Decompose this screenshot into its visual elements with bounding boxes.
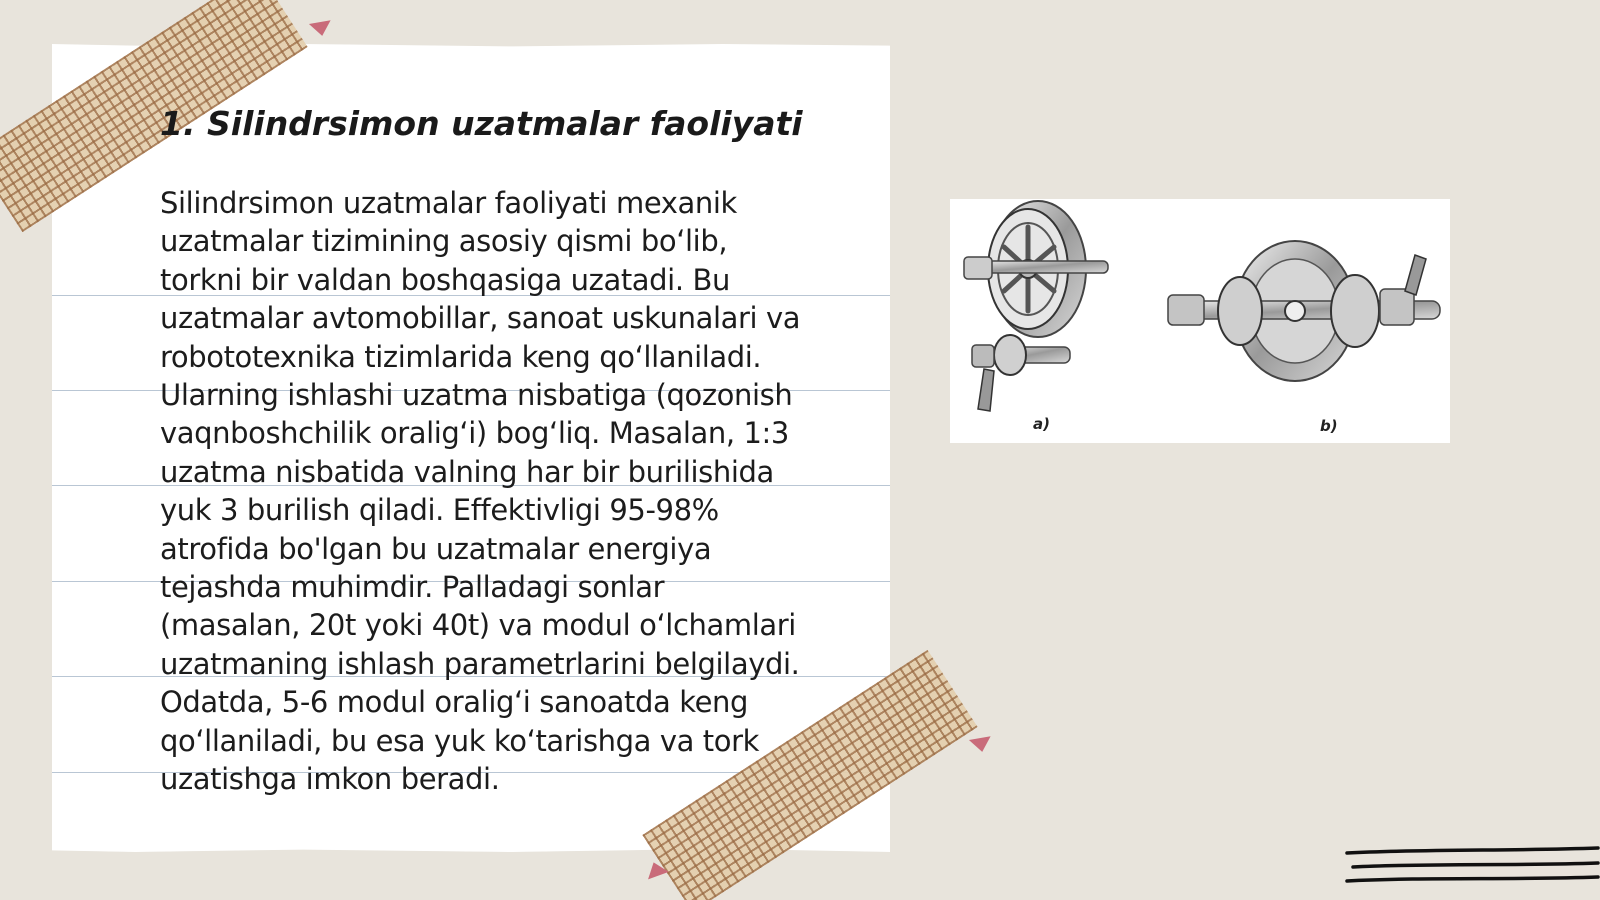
body-line: torkni bir valdan boshqasiga uzatadi. Bu	[160, 262, 730, 297]
gear-drawing-figure	[950, 199, 1450, 443]
body-line: uzatma nisbatida valning har bir burilishida	[160, 454, 774, 489]
friction-transmission-drawing	[950, 199, 1450, 443]
body-line: uzatmaning ishlash parametrlarini belgilaydi.	[160, 646, 800, 681]
figure-label-b: b)	[1320, 417, 1338, 435]
slide-title: 1. Silindrsimon uzatmalar faoliyati	[160, 104, 803, 143]
pin-icon	[309, 20, 333, 38]
body-line: uzatmalar tizimining asosiy qismi bo‘lib,	[160, 224, 728, 259]
body-line: yuk 3 burilish qiladi. Effektivligi 95-98%	[160, 493, 719, 528]
body-line: vaqnboshchilik oralig‘i) bog‘liq. Masalan, 1:3	[160, 416, 789, 451]
disk-drawing-b	[1168, 241, 1440, 381]
body-line: robototexnika tizimlarida keng qo‘llaniladi.	[160, 339, 762, 374]
body-line: atrofida bo'lgan bu uzatmalar energiya	[160, 531, 712, 566]
body-paragraph	[160, 184, 860, 799]
wheel-drawing-a	[964, 201, 1108, 411]
body-line: uzatmalar avtomobillar, sanoat uskunalari va	[160, 301, 801, 336]
pin-icon	[643, 859, 668, 880]
decorative-lines	[1345, 845, 1600, 895]
body-line: Ularning ishlashi uzatma nisbatiga (qozonish	[160, 378, 793, 413]
figure-label-a: a)	[1033, 415, 1050, 433]
body-line: (masalan, 20t yoki 40t) va modul o‘lchamlari	[160, 608, 796, 643]
body-line: qo‘llaniladi, bu esa yuk ko‘tarishga va tork	[160, 723, 760, 758]
body-line: Odatda, 5-6 modul oralig‘i sanoatda keng	[160, 685, 749, 720]
body-line: Silindrsimon uzatmalar faoliyati mexanik	[160, 186, 737, 220]
body-line: uzatishga imkon beradi.	[160, 762, 500, 797]
body-line: tejashda muhimdir. Palladagi sonlar	[160, 570, 665, 605]
pin-icon	[969, 736, 993, 754]
